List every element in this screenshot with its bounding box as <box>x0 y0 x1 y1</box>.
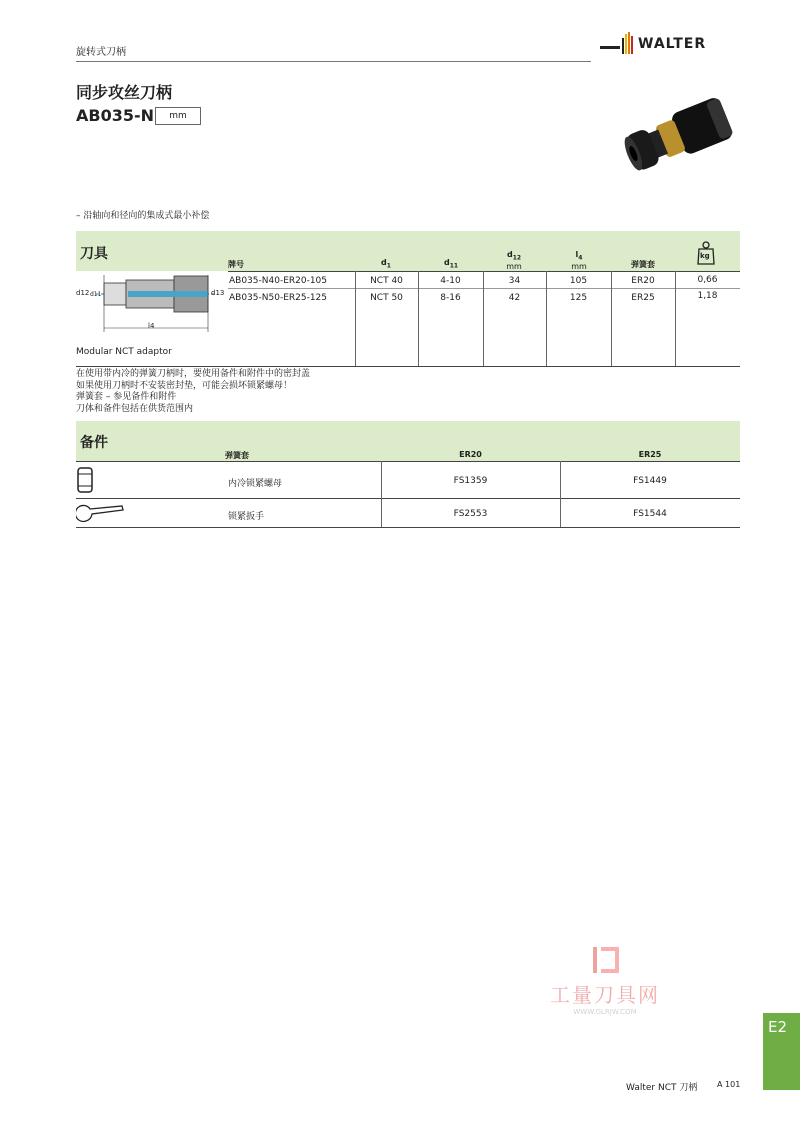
section-title: 旋转式刀柄 <box>76 47 126 58</box>
col-l4: $l_4$ mm <box>571 250 587 271</box>
spares-row-2-er25: FS1544 <box>633 509 667 519</box>
col-d12-sub: 12 <box>512 254 522 262</box>
feature-text: – 沿轴向和径向的集成式最小补偿 <box>76 211 210 221</box>
tools-vline-6 <box>675 271 676 366</box>
footer-title: Walter NCT 刀柄 <box>626 1083 698 1093</box>
spares-row-1-er25: FS1449 <box>633 476 667 486</box>
drawing-label-d12: d12 <box>76 289 90 297</box>
watermark-text: 工量刀具网 <box>550 983 660 1007</box>
spares-row-1-name: 内冷锁紧螺母 <box>228 479 283 489</box>
tools-row-line-1 <box>228 271 740 272</box>
table-row-1-d12: 34 <box>508 276 521 286</box>
unit-box <box>155 107 201 125</box>
spares-line-1 <box>76 461 740 462</box>
walter-logo-text: WALTER <box>638 36 707 52</box>
col-d12: $d_{12}$ mm <box>506 250 522 271</box>
col-d12-unit: mm <box>506 261 522 271</box>
product-code: AB035-N <box>76 106 155 125</box>
spares-row-1-er20: FS1359 <box>453 476 488 486</box>
watermark-logo-icon <box>585 945 625 975</box>
tools-heading: 刀具 <box>80 246 108 262</box>
col-l4-sub: 4 <box>578 254 583 262</box>
spares-row-2-er20: FS2553 <box>453 509 488 519</box>
col-d1-sub: 1 <box>386 262 391 270</box>
watermark <box>535 945 675 1015</box>
walter-logo <box>600 30 740 58</box>
table-row-2-collet: ER25 <box>631 293 655 303</box>
spares-line-2 <box>76 498 740 499</box>
drawing-label-d13: d13 <box>211 289 225 297</box>
spares-col-er20: ER20 <box>459 450 482 459</box>
header-rule <box>76 61 591 62</box>
col-d11-sub: 11 <box>449 262 459 270</box>
table-row-2-l4: 125 <box>569 293 588 303</box>
drawing-label-d11: d11 <box>90 291 102 298</box>
table-row-2-d11: 8-16 <box>440 293 461 303</box>
weight-unit: kg <box>700 252 710 260</box>
watermark-url: WWW.GLRJW.COM <box>573 1008 637 1016</box>
side-tab <box>763 1013 800 1090</box>
wrench-icon <box>76 503 126 525</box>
drawing-caption: Modular NCT adaptor <box>76 347 172 357</box>
table-row-1-d1: NCT 40 <box>370 276 403 286</box>
col-d1: $d_1$ <box>381 258 391 270</box>
spares-line-3 <box>76 527 740 528</box>
table-row-1-weight: 0,66 <box>697 275 718 285</box>
unit-label: mm <box>169 111 187 121</box>
side-tab-label: E2 <box>768 1018 788 1036</box>
table-row-1-designation: AB035-N40-ER20-105 <box>229 276 328 286</box>
note-2: 如果使用刀柄时不安装密封垫，可能会损坏锁紧螺母！ <box>76 380 293 391</box>
page-number: A 101 <box>717 1080 741 1089</box>
table-row-2-d1: NCT 50 <box>370 293 403 303</box>
spares-col-er25: ER25 <box>638 450 662 459</box>
weight-icon <box>697 241 715 265</box>
table-row-1-collet: ER20 <box>631 276 655 286</box>
spares-col-collet: 弹簧套 <box>225 451 249 460</box>
spares-heading: 备件 <box>80 435 108 451</box>
drawing-label-l4: l4 <box>148 322 155 330</box>
col-designation: 牌号 <box>228 260 244 269</box>
table-row-2-d12: 42 <box>508 293 521 303</box>
note-3: 弹簧套 – 参见备件和附件 <box>76 392 177 402</box>
table-row-1-d11: 4-10 <box>440 276 461 286</box>
locknut-icon <box>76 466 94 494</box>
table-row-2-designation: AB035-N50-ER25-125 <box>229 293 328 303</box>
col-collet: 弹簧套 <box>631 260 655 269</box>
notes <box>76 369 310 415</box>
table-row-1-l4: 105 <box>569 276 588 286</box>
tools-bottom-line <box>76 366 740 367</box>
tools-row-line-2 <box>228 288 740 289</box>
page-title: 同步攻丝刀柄 <box>76 83 173 102</box>
col-l4-unit: mm <box>571 261 587 271</box>
note-4: 刀体和备件包括在供货范围内 <box>76 403 194 414</box>
spares-row-2-name: 锁紧扳手 <box>228 512 265 522</box>
product-image <box>620 90 745 180</box>
table-row-2-weight: 1,18 <box>697 291 718 301</box>
col-d11: $d_{11}$ <box>443 258 459 270</box>
technical-drawing <box>76 272 226 337</box>
note-1: 在使用带内冷的弹簧刀柄时，要使用备件和附件中的密封盖 <box>76 369 311 379</box>
